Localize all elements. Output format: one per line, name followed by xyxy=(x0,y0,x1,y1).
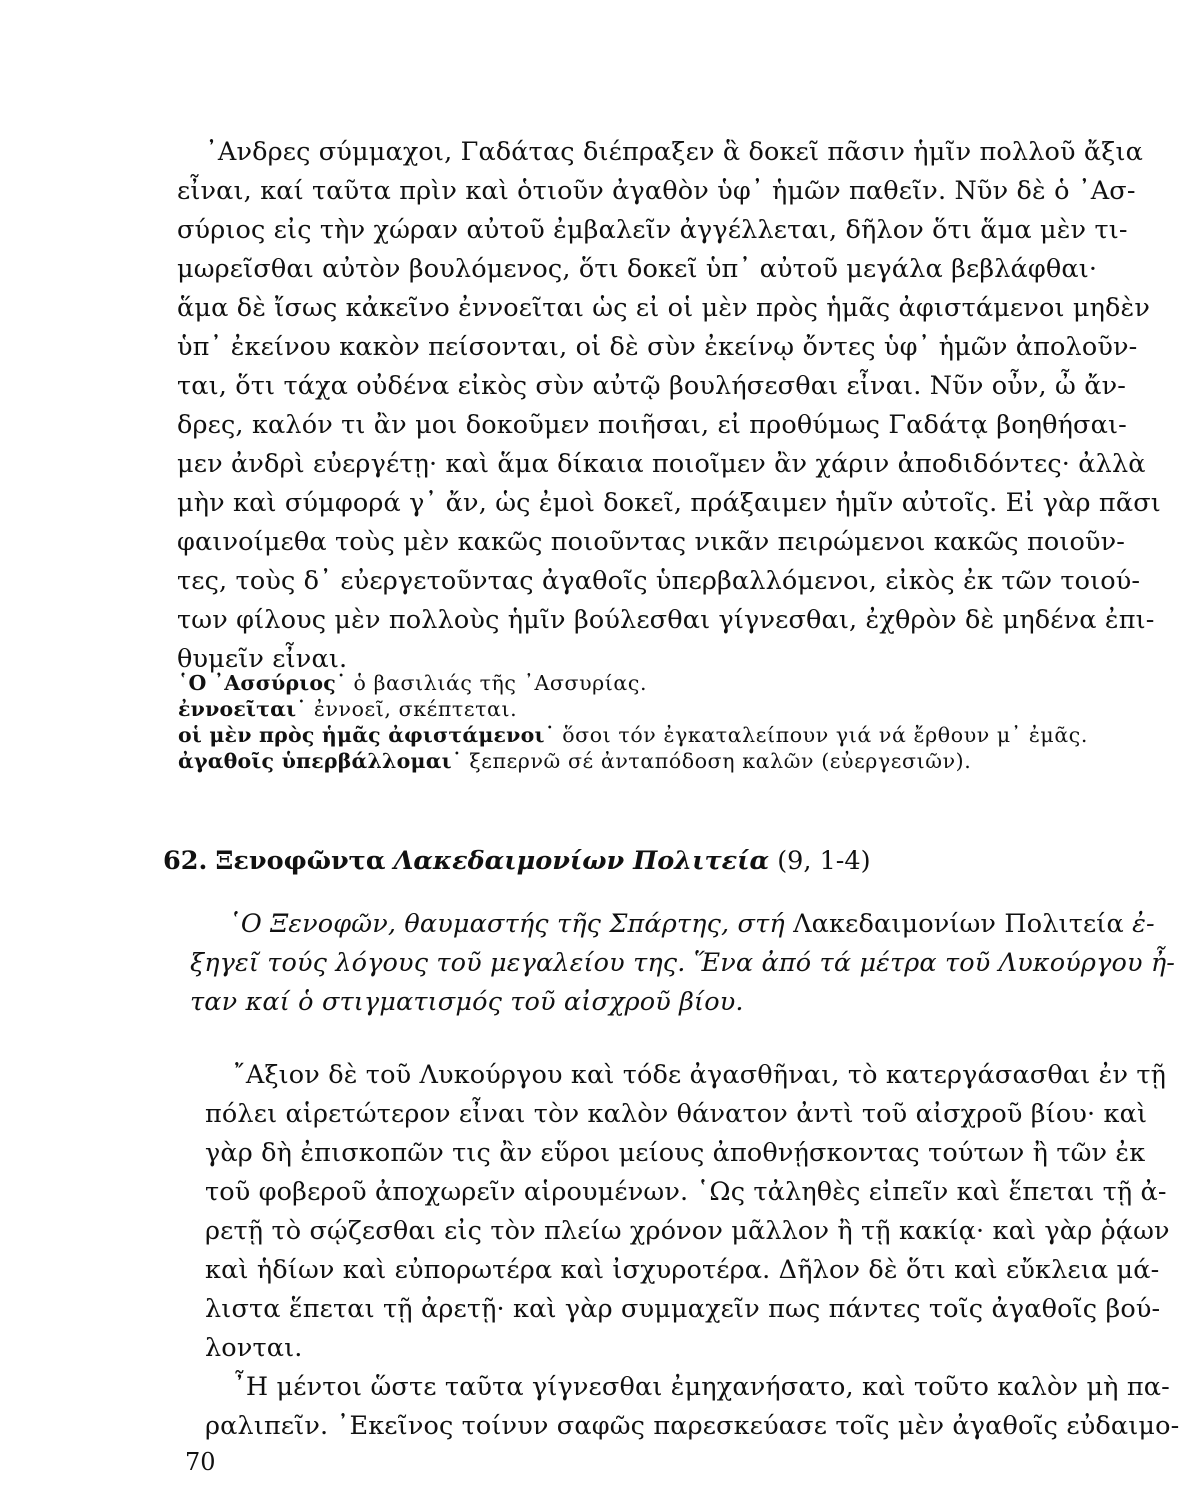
page-number: 70 xyxy=(185,1448,216,1476)
section-number: 62. xyxy=(163,846,208,876)
passage-1-line: ᾿Ανδρες σύμμαχοι, Γαδάτας διέπραξεν ἃ δοκεῖ πᾶσιν ἡμῖν πολλοῦ ἄξια xyxy=(205,137,1143,167)
note-gloss: ὁ βασιλιάς τῆς ᾿Ασσυρίας. xyxy=(353,671,648,695)
passage-1-line: ται, ὅτι τάχα οὐδένα εἰκὸς σὺν αὐτῷ βουλήσεσθαι εἶναι. Νῦν οὖν, ὦ ἄν- xyxy=(177,371,1127,401)
note-term: ῾Ο ᾿Ασσύριος˙ xyxy=(178,671,347,695)
note-gloss: ὅσοι τόν ἐγκαταλείπουν γιά νά ἔρθουν μ᾿ ἐμᾶς. xyxy=(562,723,1088,747)
passage-1-line: θυμεῖν εἶναι. xyxy=(177,644,348,674)
note-term: ἀγαθοῖς ὑπερβάλλομαι˙ xyxy=(178,749,463,773)
note-gloss: ξεπερνῶ σέ ἀνταπόδοση καλῶν (εὐεργεσιῶν). xyxy=(469,749,972,773)
note-item xyxy=(178,699,517,720)
note-gloss: ἐννοεῖ, σκέπτεται. xyxy=(313,697,518,721)
intro-text: ἐ- xyxy=(1132,909,1155,939)
intro-work-title: Λακεδαιμονίων Πολιτεία xyxy=(793,909,1124,939)
passage-2-line: καὶ ἡδίων καὶ εὐπορωτέρα καὶ ἰσχυροτέρα. Δῆλον δὲ ὅτι καὶ εὔκλεια μά- xyxy=(205,1255,1160,1285)
passage-2-line: πόλει αἱρετώτερον εἶναι τὸν καλὸν θάνατον ἀντὶ τοῦ αἰσχροῦ βίου· καὶ xyxy=(205,1099,1148,1129)
passage-1-line: εἶναι, καί ταῦτα πρὶν καὶ ὁτιοῦν ἀγαθὸν ὑφ᾿ ἡμῶν παθεῖν. Νῦν δὲ ὁ ᾿Ασ- xyxy=(177,176,1136,206)
note-item xyxy=(178,673,647,694)
passage-2-line: λονται. xyxy=(205,1333,303,1363)
section-title: Λακεδαιμονίων Πολιτεία xyxy=(393,846,770,876)
passage-2-line: λιστα ἕπεται τῇ ἀρετῇ· καὶ γὰρ συμμαχεῖν πως πάντες τοῖς ἀγαθοῖς βού- xyxy=(205,1294,1161,1324)
passage-1-line: φαινοίμεθα τοὺς μὲν κακῶς ποιοῦντας νικᾶν πειρώμενοι κακῶς ποιοῦν- xyxy=(177,527,1126,557)
passage-1-line: τες, τοὺς δ᾿ εὐεργετοῦντας ἀγαθοῖς ὑπερβαλλόμενοι, εἰκὸς ἐκ τῶν τοιού- xyxy=(177,566,1141,596)
note-term: οἱ μὲν πρὸς ἡμᾶς ἀφιστάμενοι˙ xyxy=(178,723,556,747)
passage-1-line: σύριος εἰς τὴν χώραν αὐτοῦ ἐμβαλεῖν ἀγγέλλεται, δῆλον ὅτι ἅμα μὲν τι- xyxy=(177,215,1128,245)
intro-line: ταν καί ὁ στιγματισμός τοῦ αἰσχροῦ βίου. xyxy=(190,987,744,1017)
passage-2-line: γὰρ δὴ ἐπισκοπῶν τις ἂν εὕροι μείους ἀποθνῄσκοντας τούτων ἢ τῶν ἐκ xyxy=(205,1138,1146,1168)
passage-1-line: ὑπ᾿ ἐκείνου κακὸν πείσονται, οἱ δὲ σὺν ἐκείνῳ ὄντες ὑφ᾿ ἡμῶν ἀπολοῦν- xyxy=(177,332,1138,362)
note-term: ἐννοεῖται˙ xyxy=(178,697,307,721)
passage-2-line: ρετῇ τὸ σῴζεσθαι εἰς τὸν πλείω χρόνον μᾶλλον ἢ τῇ κακίᾳ· καὶ γὰρ ῥᾴων xyxy=(205,1216,1170,1246)
passage-2-line: τοῦ φοβεροῦ ἀποχωρεῖν αἱρουμένων. ῾Ως τἀληθὲς εἰπεῖν καὶ ἕπεται τῇ ἀ- xyxy=(205,1177,1167,1207)
passage-1-line: δρες, καλόν τι ἂν μοι δοκοῦμεν ποιῆσαι, εἰ προθύμως Γαδάτᾳ βοηθήσαι- xyxy=(177,410,1127,440)
intro-line xyxy=(228,909,1155,939)
passage-2-line: ραλιπεῖν. ᾿Εκεῖνος τοίνυν σαφῶς παρεσκεύασε τοῖς μὲν ἀγαθοῖς εὐδαιμο- xyxy=(205,1411,1179,1441)
intro-line: ξηγεῖ τούς λόγους τοῦ μεγαλείου της. Ἕνα ἀπό τά μέτρα τοῦ Λυκούργου ἦ- xyxy=(190,948,1176,978)
note-item xyxy=(178,725,1088,746)
intro-text: ῾Ο Ξενοφῶν, θαυμαστής τῆς Σπάρτης, στή xyxy=(228,909,785,939)
passage-1-line: μεν ἀνδρὶ εὐεργέτῃ· καὶ ἅμα δίκαια ποιοῖμεν ἂν χάριν ἀποδιδόντες· ἀλλὰ xyxy=(177,449,1146,479)
section-heading xyxy=(163,846,871,876)
passage-2-line: ῎Αξιον δὲ τοῦ Λυκούργου καὶ τόδε ἀγασθῆναι, τὸ κατεργάσασθαι ἐν τῇ xyxy=(233,1060,1167,1090)
section-author: Ξενοφῶντα xyxy=(215,846,386,876)
passage-1-line: μὴν καὶ σύμφορά γ᾿ ἄν, ὡς ἐμοὶ δοκεῖ, πράξαιμεν ἡμῖν αὐτοῖς. Εἰ γὰρ πᾶσι xyxy=(177,488,1161,518)
passage-1-line: ἅμα δὲ ἴσως κἀκεῖνο ἐννοεῖται ὡς εἰ οἱ μὲν πρὸς ἡμᾶς ἀφιστάμενοι μηδὲν xyxy=(177,293,1150,323)
passage-2-line: ῏Η μέντοι ὥστε ταῦτα γίγνεσθαι ἐμηχανήσατο, καὶ τοῦτο καλὸν μὴ πα- xyxy=(233,1372,1170,1402)
passage-1-line: των φίλους μὲν πολλοὺς ἡμῖν βούλεσθαι γίγνεσθαι, ἐχθρὸν δὲ μηδένα ἐπι- xyxy=(177,605,1155,635)
section-reference: (9, 1-4) xyxy=(777,846,871,876)
passage-1-line: μωρεῖσθαι αὐτὸν βουλόμενος, ὅτι δοκεῖ ὑπ᾿ αὐτοῦ μεγάλα βεβλάφθαι· xyxy=(177,254,1098,284)
note-item xyxy=(178,751,971,772)
